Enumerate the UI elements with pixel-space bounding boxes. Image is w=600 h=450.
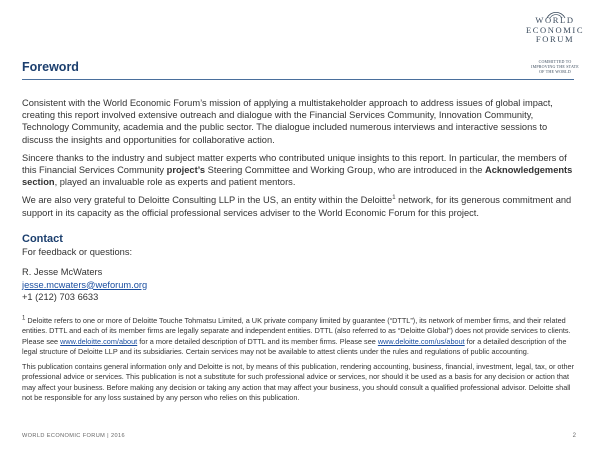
footnote <box>22 316 578 357</box>
paragraph-2-part-a: Sincere thanks to the industry and subject matter experts who contributed unique insights to this report. In particular, the members of this Financial Services Community <box>22 152 567 176</box>
deloitte-about-link[interactable]: www.deloitte.com/about <box>60 336 138 346</box>
paragraph-1: Consistent with the World Economic Forum’s mission of applying a multistakeholder approach to address issues of global impact, creating this report involved extensive outreach and dialogue with the Financial Services Community, Innovation Community, Technology Community, academia and the public sector. The dialogue included numerous interviews and interactive sessions to discuss the insights and opportunities for collaborative action. <box>22 98 553 145</box>
paragraph-3-part-a: We are also very grateful to Deloitte Consulting LLP in the US, an entity within the Deloitte <box>22 195 393 206</box>
page-number: 2 <box>572 433 576 439</box>
contact-section <box>22 233 578 303</box>
logo-tagline-2: IMPROVING THE STATE <box>531 63 579 69</box>
acknowledgements-reference: Acknowledgements section <box>22 165 573 188</box>
contact-intro: For feedback or questions: <box>22 247 133 258</box>
logo-tagline <box>526 59 584 74</box>
paragraph-3-part-b: network, for its generous commitment and support in its capacity as the official professional services adviser to the World Economic Forum for this project. <box>22 195 572 218</box>
logo-tagline-1: COMMITTED TO <box>538 58 572 64</box>
page-title: Foreword <box>22 60 79 74</box>
title-divider <box>22 79 574 80</box>
logo-line-forum: FORUM <box>535 34 575 44</box>
paragraph-2 <box>22 152 578 189</box>
contact-phone: +1 (212) 703 6633 <box>22 291 99 302</box>
fine-print <box>22 316 578 408</box>
logo-line-economic: ECONOMIC <box>526 24 585 35</box>
footnote-text-3: for a detailed description of the legal structure of Deloitte LLP and its subsidiaries. Certain services may not be available to attest clients under the rules and regulations of public accounting. <box>22 336 567 356</box>
contact-email-link[interactable]: jesse.mcwaters@weforum.org <box>22 279 148 290</box>
logo-line-world: WORLD <box>535 15 575 25</box>
deloitte-us-about-link[interactable]: www.deloitte.com/us/about <box>377 336 465 346</box>
logo-tagline-3: OF THE WORLD <box>539 68 571 74</box>
paragraph-2-project: project’s <box>166 165 206 176</box>
contact-name: R. Jesse McWaters <box>22 267 103 278</box>
footnote-text-1: Deloitte refers to one or more of Deloitte Touche Tohmatsu Limited, a UK private company limited by guarantee (“DTTL”), its network of member firms, and their related entities. DTTL and each of its member firms are legally separate and independent entities. DTTL (also referred to as “Deloitte Global”) does not provide services to clients. Please see <box>22 316 571 346</box>
footnote-marker: 1 <box>392 195 396 202</box>
footnote-text-2: for a more detailed description of DTTL and its member firms. Please see <box>137 336 378 346</box>
footnote-number: 1 <box>22 315 26 322</box>
footer-source: WORLD ECONOMIC FORUM | 2016 <box>22 433 126 439</box>
contact-heading: Contact <box>22 233 63 245</box>
wef-logo <box>526 16 584 74</box>
paragraph-3 <box>22 194 578 218</box>
foreword-body <box>22 97 578 225</box>
paragraph-2-part-c: Steering Committee and Working Group, who are introduced in the <box>205 165 485 176</box>
paragraph-2-part-e: , played an invaluable role as experts and patient mentors. <box>54 177 296 188</box>
disclaimer: This publication contains general information only and Deloitte is not, by means of this publication, rendering accounting, business, financial, investment, legal, tax, or other professional advice or services. This publication is not a substitute for such professional advice or services, nor should it be used as a basis for any decision or action that may affect your business. Before making any decision or taking any action that may affect your business, you should consult a qualified professional advisor. Deloitte shall not be responsible for any loss sustained by any person who relies on this publication. <box>22 362 575 403</box>
